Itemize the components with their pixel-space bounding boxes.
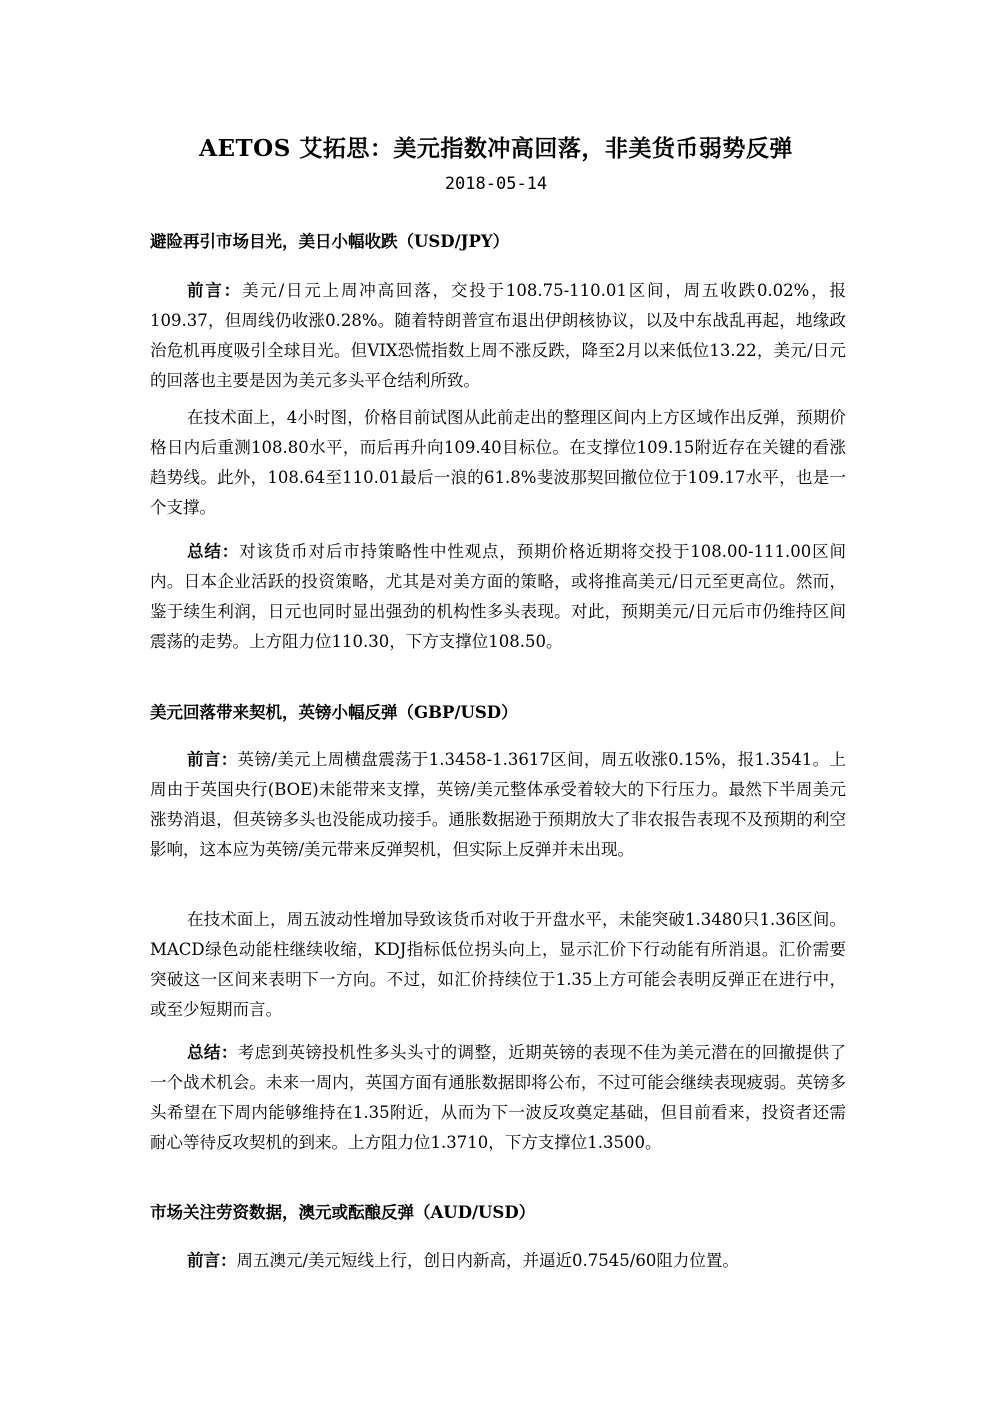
paragraph	[150, 745, 846, 897]
paragraph-lead: 总结：	[187, 542, 240, 561]
document-title: AETOS 艾拓思：美元指数冲高回落，非美货币弱势反弹	[199, 135, 793, 162]
paragraph-lead: 总结：	[187, 1043, 238, 1062]
paragraph	[150, 537, 846, 689]
document-date: 2018-05-14	[444, 174, 548, 194]
paragraph	[150, 905, 846, 1027]
section-heading-usdjpy: 避险再引市场目光，美日小幅收跌（USD/JPY）	[150, 232, 510, 251]
paragraph-text: 在技术面上，4小时图，价格目前试图从此前走出的整理区间内上方区域作出反弹，预期价格日内后重测108.80水平，而后再升向109.40目标位。在支撑位109.15附近存在关键的看涨趋势线。此外，108.64至110.01最后一浪的61.8%斐波那契回撤位位于109.17水平，也是一个支撑。	[150, 408, 846, 517]
paragraph-text: 美元/日元上周冲高回落，交投于108.75-110.01区间，周五收跌0.02%，报109.37，但周线仍收涨0.28%。随着特朗普宣布退出伊朗核协议，以及中东战乱再起，地缘政治危机再度吸引全球目光。但VIX恐慌指数上周不涨反跌，降至2月以来低位13.22，美元/日元的回落也主要是因为美元多头平仓结利所致。	[150, 281, 846, 390]
paragraph	[150, 1246, 846, 1278]
paragraph	[150, 276, 846, 398]
section-heading-gbpusd: 美元回落带来契机，英镑小幅反弹（GBP/USD）	[150, 703, 518, 722]
paragraph-lead: 前言：	[187, 750, 238, 769]
section-heading-audusd: 市场关注劳资数据，澳元或酝酿反弹（AUD/USD）	[150, 1203, 536, 1222]
paragraph	[150, 403, 846, 525]
paragraph	[150, 1038, 846, 1190]
paragraph-text: 对该货币对后市持策略性中性观点，预期价格近期将交投于108.00-111.00区间内。日本企业活跃的投资策略，尤其是对美方面的策略，或将推高美元/日元至更高位。然而，鉴于续生利润，日元也同时显出强劲的机构性多头表现。对此，预期美元/日元后市仍维持区间震荡的走势。上方阻力位110.30，下方支撑位108.50。	[150, 542, 846, 651]
paragraph-text: 周五澳元/美元短线上行，创日内新高，并逼近0.7545/60阻力位置。	[236, 1251, 739, 1270]
paragraph-text: 英镑/美元上周横盘震荡于1.3458-1.3617区间，周五收涨0.15%，报1.3541。上周由于英国央行(BOE)未能带来支撑，英镑/美元整体承受着较大的下行压力。最然下半周美元涨势消退，但英镑多头也没能成功接手。通胀数据逊于预期放大了非农报告表现不及预期的利空影响，这本应为英镑/美元带来反弹契机，但实际上反弹并未出现。	[150, 750, 846, 859]
paragraph-text: 在技术面上，周五波动性增加导致该货币对收于开盘水平，未能突破1.3480只1.36区间。MACD绿色动能柱继续收缩，KDJ指标低位拐头向上，显示汇价下行动能有所消退。汇价需要突破这一区间来表明下一方向。不过，如汇价持续位于1.35上方可能会表明反弹正在进行中，或至少短期而言。	[150, 910, 846, 1019]
paragraph-lead: 前言：	[187, 1251, 237, 1270]
paragraph-text: 考虑到英镑投机性多头头寸的调整，近期英镑的表现不佳为美元潜在的回撤提供了一个战术机会。未来一周内，英国方面有通胀数据即将公布，不过可能会继续表现疲弱。英镑多头希望在下周内能够维持在1.35附近，从而为下一波反攻奠定基础，但目前看来，投资者还需耐心等待反攻契机的到来。上方阻力位1.3710，下方支撑位1.3500。	[150, 1043, 846, 1152]
paragraph-lead: 前言：	[187, 281, 242, 300]
